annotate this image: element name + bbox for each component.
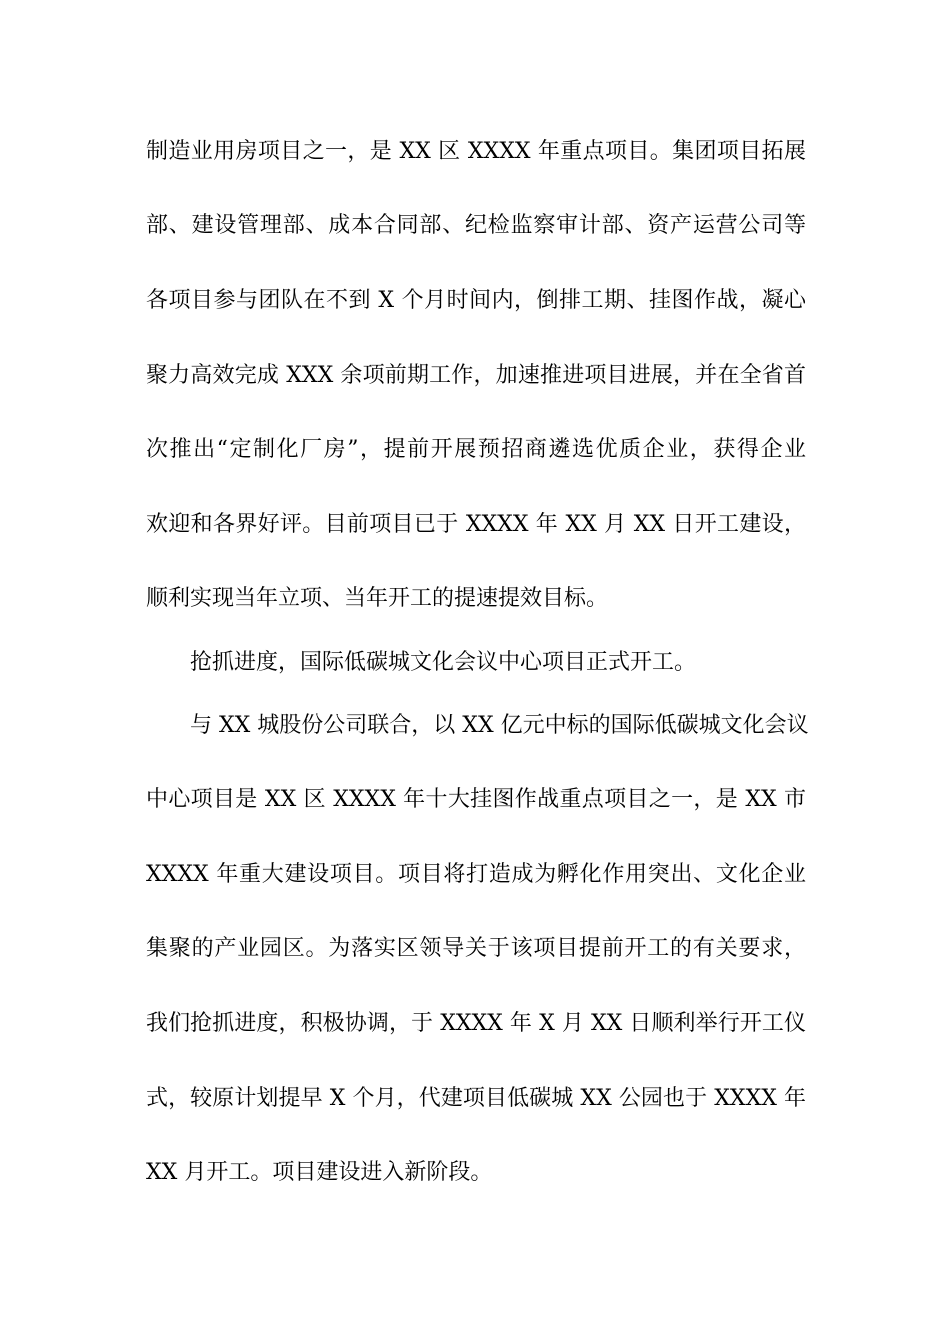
text-line-13: 我们抢抓进度，积极协调，于 XXXX 年 X 月 XX 日顺利举行开工仪 — [146, 1011, 806, 1036]
text-line-3: 各项目参与团队在不到 X 个月时间内，倒排工期、挂图作战，凝心 — [146, 288, 806, 313]
text-line-5: 次推出“定制化厂房”，提前开展预招商遴选优质企业，获得企业 — [146, 437, 806, 462]
text-line-1: 制造业用房项目之一，是 XX 区 XXXX 年重点项目。集团项目拓展 — [146, 139, 806, 164]
text-line-15: XX 月开工。项目建设进入新阶段。 — [146, 1160, 493, 1185]
text-line-10: 中心项目是 XX 区 XXXX 年十大挂图作战重点项目之一，是 XX 市 — [146, 787, 806, 812]
text-line-9: 与 XX 城股份公司联合，以 XX 亿元中标的国际低碳城文化会议 — [190, 713, 809, 738]
text-line-14: 式，较原计划提早 X 个月，代建项目低碳城 XX 公园也于 XXXX 年 — [146, 1086, 806, 1111]
section-heading: 抢抓进度，国际低碳城文化会议中心项目正式开工。 — [190, 650, 697, 675]
text-line-7: 顺利实现当年立项、当年开工的提速提效目标。 — [146, 586, 609, 611]
text-line-12: 集聚的产业园区。为落实区领导关于该项目提前开工的有关要求， — [146, 936, 806, 961]
text-line-2: 部、建设管理部、成本合同部、纪检监察审计部、资产运营公司等 — [146, 213, 806, 238]
text-line-4: 聚力高效完成 XXX 余项前期工作，加速推进项目进展，并在全省首 — [146, 363, 806, 388]
text-line-11: XXXX 年重大建设项目。项目将打造成为孵化作用突出、文化企业 — [146, 862, 806, 887]
text-line-6: 欢迎和各界好评。目前项目已于 XXXX 年 XX 月 XX 日开工建设， — [146, 512, 806, 537]
